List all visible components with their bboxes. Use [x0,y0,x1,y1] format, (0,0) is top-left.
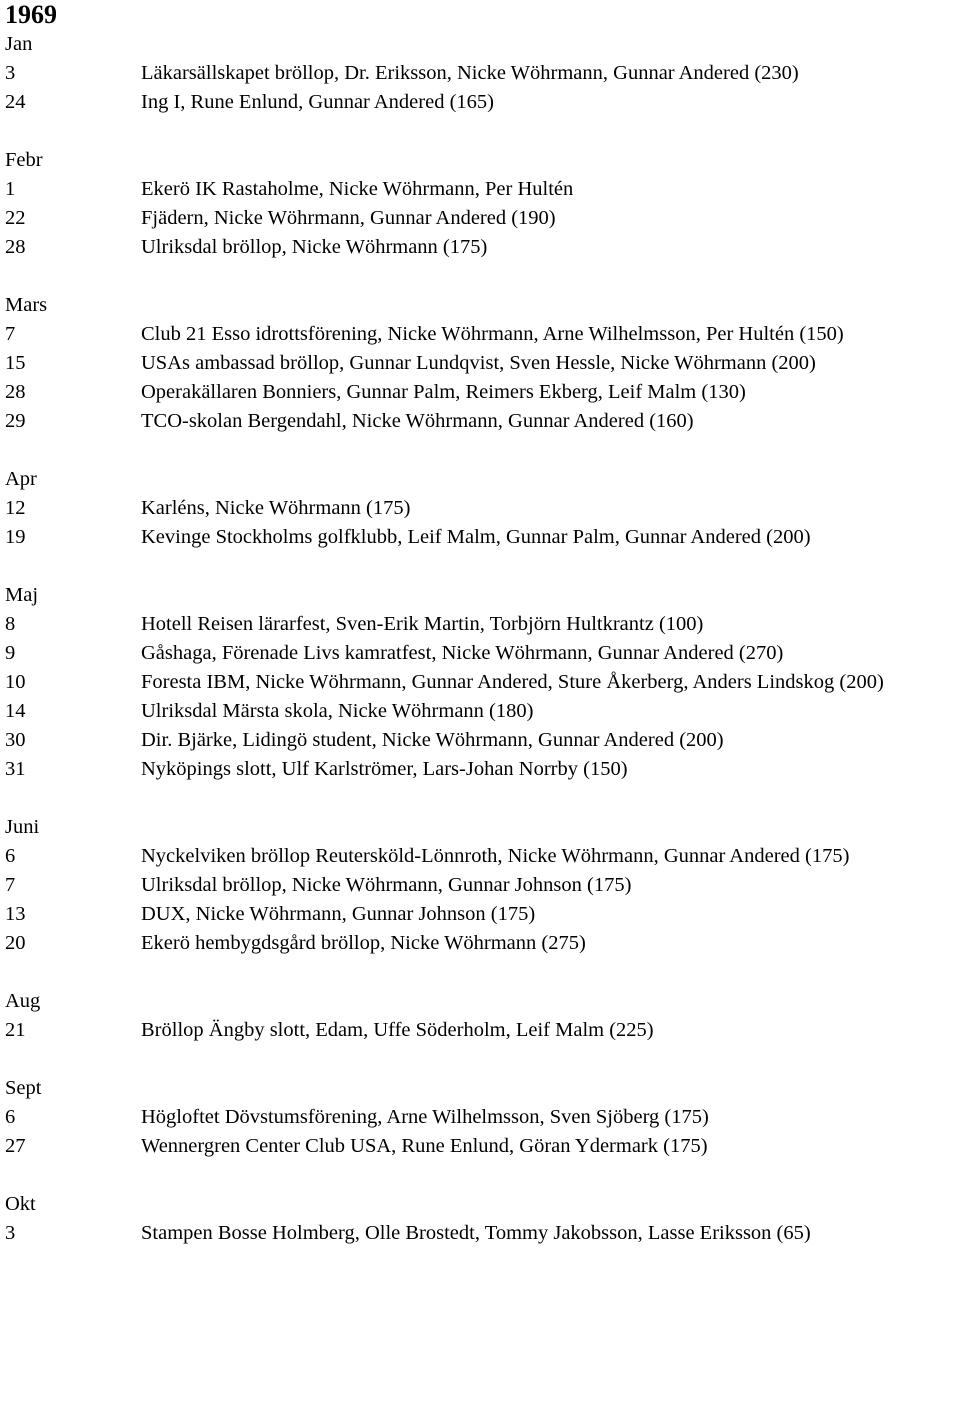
event-description: Kevinge Stockholms golfklubb, Leif Malm, Gunnar Palm, Gunnar Andered (200) [141,526,811,548]
month-list [5,30,960,1248]
event-entry [5,900,960,929]
event-description: USAs ambassad bröllop, Gunnar Lundqvist, Sven Hessle, Nicke Wöhrmann (200) [141,352,816,374]
section-spacer [5,784,960,813]
event-day: 29 [5,410,26,432]
month-heading: Febr [5,149,43,171]
section-spacer [5,262,960,291]
event-description: Ekerö IK Rastaholme, Nicke Wöhrmann, Per Hultén [141,178,574,200]
event-entry [5,320,960,349]
event-day: 6 [5,845,16,867]
month-section [5,146,960,262]
month-heading: Juni [5,816,40,838]
event-day: 20 [5,932,26,954]
event-day: 10 [5,671,26,693]
event-day: 9 [5,642,16,664]
event-day: 30 [5,729,26,751]
event-entry [5,842,960,871]
event-day: 3 [5,62,16,84]
event-description: Bröllop Ängby slott, Edam, Uffe Söderholm, Leif Malm (225) [141,1019,654,1041]
event-day: 28 [5,381,26,403]
year-heading: 1969 [5,0,57,29]
section-spacer [5,1161,960,1190]
event-day: 7 [5,874,16,896]
event-entry [5,407,960,436]
month-section [5,987,960,1045]
event-description: Karléns, Nicke Wöhrmann (175) [141,497,411,519]
event-description: DUX, Nicke Wöhrmann, Gunnar Johnson (175) [141,903,536,925]
event-day: 8 [5,613,16,635]
event-day: 7 [5,323,16,345]
event-entry [5,726,960,755]
event-description: Högloftet Dövstumsförening, Arne Wilhelmsson, Sven Sjöberg (175) [141,1106,709,1128]
event-description: Operakällaren Bonniers, Gunnar Palm, Reimers Ekberg, Leif Malm (130) [141,381,746,403]
event-description: Ing I, Rune Enlund, Gunnar Andered (165) [141,91,494,113]
event-day: 28 [5,236,26,258]
event-description: Läkarsällskapet bröllop, Dr. Eriksson, Nicke Wöhrmann, Gunnar Andered (230) [141,62,799,84]
event-day: 21 [5,1019,26,1041]
event-entry [5,1016,960,1045]
event-day: 22 [5,207,26,229]
month-section [5,465,960,552]
event-day: 3 [5,1222,16,1244]
month-heading: Jan [5,33,33,55]
event-entry [5,697,960,726]
section-spacer [5,552,960,581]
event-description: Hotell Reisen lärarfest, Sven-Erik Martin, Torbjörn Hultkrantz (100) [141,613,704,635]
event-day: 6 [5,1106,16,1128]
event-description: Ulriksdal bröllop, Nicke Wöhrmann, Gunnar Johnson (175) [141,874,632,896]
event-entry [5,668,960,697]
event-description: Foresta IBM, Nicke Wöhrmann, Gunnar Andered, Sture Åkerberg, Anders Lindskog (200) [141,671,884,693]
event-description: Ulriksdal Märsta skola, Nicke Wöhrmann (180) [141,700,534,722]
event-entry [5,1132,960,1161]
event-description: Fjädern, Nicke Wöhrmann, Gunnar Andered (190) [141,207,556,229]
event-day: 13 [5,903,26,925]
month-section [5,291,960,436]
month-section [5,581,960,784]
event-description: Wennergren Center Club USA, Rune Enlund, Göran Ydermark (175) [141,1135,708,1157]
month-heading: Mars [5,294,48,316]
event-description: Gåshaga, Förenade Livs kamratfest, Nicke Wöhrmann, Gunnar Andered (270) [141,642,784,664]
section-spacer [5,958,960,987]
event-entry [5,523,960,552]
section-spacer [5,117,960,146]
event-description: Stampen Bosse Holmberg, Olle Brostedt, Tommy Jakobsson, Lasse Eriksson (65) [141,1222,811,1244]
month-section [5,1074,960,1161]
month-section [5,813,960,958]
event-day: 14 [5,700,26,722]
event-entry [5,610,960,639]
event-description: Ekerö hembygdsgård bröllop, Nicke Wöhrmann (275) [141,932,586,954]
event-description: Nyckelviken bröllop Reutersköld-Lönnroth, Nicke Wöhrmann, Gunnar Andered (175) [141,845,850,867]
month-heading: Apr [5,468,37,490]
month-heading: Sept [5,1077,42,1099]
event-entry [5,88,960,117]
event-entry [5,233,960,262]
event-day: 24 [5,91,26,113]
event-entry [5,755,960,784]
event-entry [5,1103,960,1132]
event-day: 31 [5,758,26,780]
event-entry [5,378,960,407]
event-description: Dir. Bjärke, Lidingö student, Nicke Wöhrmann, Gunnar Andered (200) [141,729,724,751]
section-spacer [5,1045,960,1074]
event-description: TCO-skolan Bergendahl, Nicke Wöhrmann, Gunnar Andered (160) [141,410,694,432]
event-entry [5,175,960,204]
event-entry [5,494,960,523]
month-heading: Maj [5,584,39,606]
event-entry [5,639,960,668]
month-heading: Okt [5,1193,36,1215]
event-entry [5,59,960,88]
month-heading: Aug [5,990,41,1012]
event-description: Ulriksdal bröllop, Nicke Wöhrmann (175) [141,236,488,258]
section-spacer [5,436,960,465]
event-description: Nyköpings slott, Ulf Karlströmer, Lars-Johan Norrby (150) [141,758,628,780]
event-day: 19 [5,526,26,548]
event-entry [5,1219,960,1248]
event-entry [5,871,960,900]
month-section [5,1190,960,1248]
event-entry [5,349,960,378]
event-day: 1 [5,178,16,200]
event-day: 15 [5,352,26,374]
month-section [5,30,960,117]
event-entry [5,929,960,958]
event-day: 12 [5,497,26,519]
event-description: Club 21 Esso idrottsförening, Nicke Wöhrmann, Arne Wilhelmsson, Per Hultén (150) [141,323,844,345]
event-day: 27 [5,1135,26,1157]
event-entry [5,204,960,233]
